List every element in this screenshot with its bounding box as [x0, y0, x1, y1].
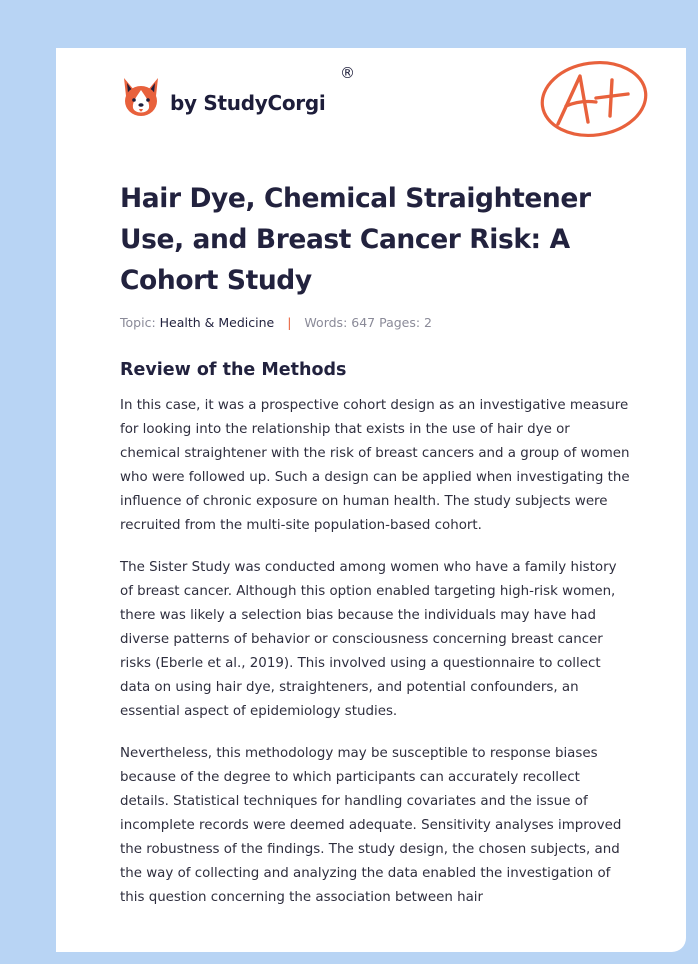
studycorgi-logo[interactable]	[120, 74, 325, 120]
word-count: Words: 647	[304, 315, 376, 330]
section-heading: Review of the Methods	[120, 360, 347, 380]
registered-mark: ®	[340, 64, 355, 82]
page-count: Pages: 2	[379, 315, 433, 330]
brand-name: by StudyCorgi	[170, 91, 326, 115]
topic-link[interactable]: Health & Medicine	[159, 315, 275, 330]
topic-label: Topic:	[120, 315, 156, 330]
paragraph: In this case, it was a prospective cohort design as an investigative measure for looking into the relationship that exists in the use of hair dye or chemical straightener with the risk of breast cancers and a group of women who were followed up. Such a design can be applied when investigating the influence of chronic exposure on human health. The study subjects were recruited from the multi-site population-based cohort.	[120, 398, 630, 533]
page-header	[56, 48, 686, 158]
corgi-logo-icon	[120, 74, 162, 120]
document-title: Hair Dye, Chemical Straightener Use, and Breast Cancer Risk: A Cohort Study	[120, 183, 591, 296]
paragraph: The Sister Study was conducted among women who have a family history of breast cancer. Although this option enabled targeting high-risk women, there was likely a selection bias because the individuals may have had diverse patterns of behavior or consciousness concerning breast cancer risks (Eberle et al., 2019). This involved using a questionnaire to collect data on using hair dye, straighteners, and potential confounders, an essential aspect of epidemiology studies.	[120, 560, 617, 719]
document-page	[56, 48, 686, 952]
document-content	[120, 178, 630, 910]
paragraph: Nevertheless, this methodology may be susceptible to response biases because of the degree to which participants can accurately recollect details. Statistical techniques for handling covariates and the issue of incomplete records were deemed adequate. Sensitivity analyses improved the robustness of the findings. The study design, the chosen subjects, and the way of collecting and analyzing the data enabled the investigation of this question concerning the association between hair	[120, 746, 622, 905]
a-plus-grade-icon	[536, 58, 652, 140]
document-meta	[120, 315, 630, 330]
meta-separator: |	[287, 315, 292, 330]
